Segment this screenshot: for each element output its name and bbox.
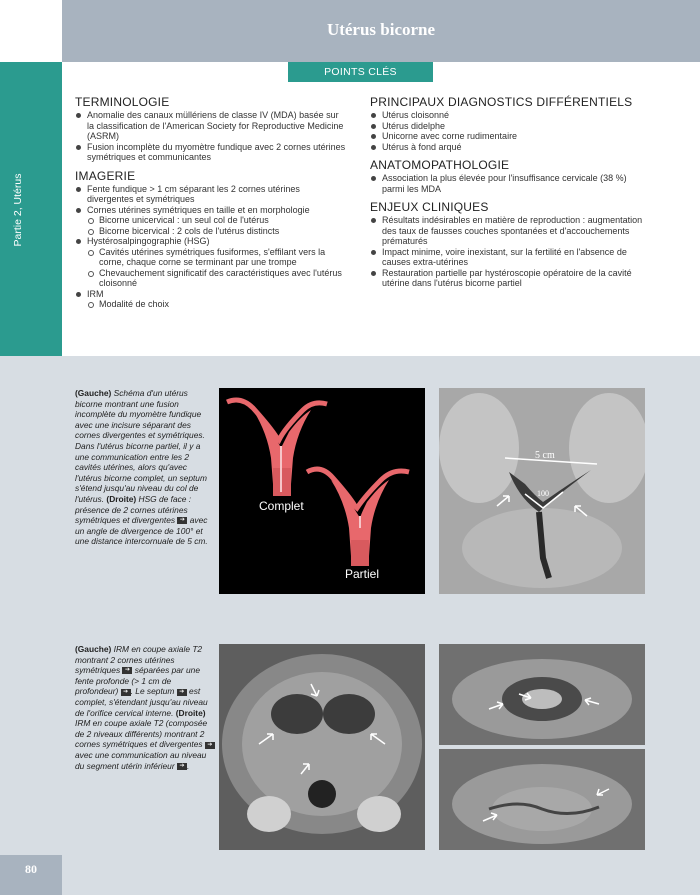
caption-lead: (Droite) bbox=[175, 707, 206, 718]
key-points-bar: POINTS CLÉS bbox=[288, 62, 433, 82]
caption-text: séparées par une fente profonde (> 1 cm de profondeur) bbox=[75, 665, 200, 697]
list-item: Résultats indésirables en matière de reproduction : augmentation des taux de fausses couches spontanées et d'accouchements prématurés bbox=[370, 215, 645, 247]
caption-lead: (Gauche) bbox=[75, 388, 112, 398]
caption-text: IRM en coupe axiale T2 (composée de 2 niveaux différents) montrant 2 cornes symétriques et divergentes bbox=[75, 718, 208, 750]
list-item: Fente fundique > 1 cm séparant les 2 cornes utérines divergentes et symétriques bbox=[75, 184, 347, 205]
list-item: Hystérosalpingographie (HSG) bbox=[75, 236, 347, 247]
caption-text: IRM en coupe axiale T2 montrant 2 cornes utérines symétriques bbox=[75, 644, 203, 676]
uterus-complet-shape bbox=[227, 400, 327, 496]
list-subitem: Chevauchement significatif des caractéristiques avec l'utérus cloisonné bbox=[75, 268, 347, 289]
enjeux-title: ENJEUX CLINIQUES bbox=[370, 200, 489, 214]
mri-right-bottom-drawing bbox=[439, 749, 645, 850]
arrow-icon: ➔ bbox=[177, 763, 187, 770]
list-item: Anomalie des canaux müllériens de classe IV (MDA) basée sur la classification de l'American Society for Reproductive Medicine (ASRM) bbox=[75, 110, 347, 142]
uterus-schematic bbox=[219, 388, 425, 594]
list-item: IRM bbox=[75, 289, 347, 300]
terminologie-title: TERMINOLOGIE bbox=[75, 95, 170, 109]
caption-text: Schéma d'un utérus bicorne montrant une fusion incomplète du myomètre fundique avec une incisure séparant des cornes divergentes et symétriques. Dans l'utérus bicorne partiel, il y a une communication entre les 2 cavités utérines, alors qu'avec l'utérus bicorne complet, un septum s'étend jusqu'au niveau du col de l'utérus. bbox=[75, 388, 207, 504]
label-complet: Complet bbox=[259, 499, 304, 513]
arrow-icon: ➔ bbox=[205, 742, 215, 749]
caption-text: avec un angle de divergence de 100° et une distance intercornuale de 5 cm. bbox=[75, 515, 208, 547]
list-item: Utérus à fond arqué bbox=[370, 142, 645, 153]
list-subitem: Cavités utérines symétriques fusiformes, s'effilant vers la corne, chaque corne se terminant par une trompe bbox=[75, 247, 347, 268]
list-item: Association la plus élevée pour l'insuffisance cervicale (38 %) parmi les MDA bbox=[370, 173, 645, 194]
mri-left-drawing bbox=[219, 644, 425, 850]
caption-lead: (Gauche) bbox=[75, 644, 112, 654]
list-subitem: Modalité de choix bbox=[75, 299, 347, 310]
list-item: Restauration partielle par hystéroscopie opératoire de la cavité utérine dans l'utérus bicorne partiel bbox=[370, 268, 645, 289]
caption-text: est complet, s'étendant jusqu'au niveau de l'orifice cervical interne. bbox=[75, 686, 208, 718]
page-header bbox=[62, 0, 700, 62]
mri-axial-right-bottom bbox=[439, 749, 645, 850]
mri-axial-left bbox=[219, 644, 425, 850]
list-item: Utérus didelphe bbox=[370, 121, 645, 132]
label-partiel: Partiel bbox=[345, 567, 380, 581]
list-item: Cornes utérines symétriques en taille et en morphologie bbox=[75, 205, 347, 216]
list-item: Utérus cloisonné bbox=[370, 110, 645, 121]
anatomopathologie-title: ANATOMOPATHOLOGIE bbox=[370, 158, 510, 172]
mri-axial-right-top bbox=[439, 644, 645, 745]
caption-lead: (Droite) bbox=[106, 493, 137, 504]
right-column bbox=[370, 95, 645, 295]
diagnostics-list bbox=[370, 110, 645, 152]
hsg-drawing bbox=[439, 388, 645, 594]
figure2-caption bbox=[75, 644, 215, 771]
label-angle: 100 bbox=[537, 489, 549, 498]
terminologie-list bbox=[75, 110, 347, 163]
caption-text: avec une communication au niveau du segment utérin inférieur bbox=[75, 749, 207, 771]
corner-block bbox=[0, 0, 62, 62]
imagerie-list bbox=[75, 184, 347, 310]
list-subitem: Bicorne unicervical : un seul col de l'utérus bbox=[75, 215, 347, 226]
arrow-icon: ➔ bbox=[122, 667, 132, 674]
arrow-icon: ➔ bbox=[177, 517, 187, 524]
enjeux-list bbox=[370, 215, 645, 289]
caption-text: . bbox=[186, 760, 190, 771]
list-item: Fusion incomplète du myomètre fundique avec 2 cornes utérines symétriques et communicantes bbox=[75, 142, 347, 163]
side-tab bbox=[0, 62, 62, 356]
uterus-partiel-shape bbox=[307, 469, 409, 566]
arrow-icon: ➔ bbox=[121, 689, 131, 696]
label-distance: 5 cm bbox=[535, 450, 555, 461]
side-tab-label: Partie 2, Utérus bbox=[12, 173, 24, 247]
hsg-image bbox=[439, 388, 645, 594]
page-title: Utérus bicorne bbox=[326, 20, 436, 39]
left-column bbox=[75, 95, 347, 316]
caption-text: HSG de face : présence de 2 cornes utérines symétriques et divergentes bbox=[75, 493, 192, 526]
uterus-schematic-drawing bbox=[219, 388, 425, 594]
anatomopathologie-list bbox=[370, 173, 645, 194]
list-item: Unicorne avec corne rudimentaire bbox=[370, 131, 645, 142]
list-item: Impact minime, voire inexistant, sur la fertilité en l'absence de causes extra-utérines bbox=[370, 247, 645, 268]
imagerie-title: IMAGERIE bbox=[75, 168, 136, 183]
arrow-icon: ➔ bbox=[177, 689, 187, 696]
caption-text: . Le septum bbox=[130, 686, 175, 697]
mri-right-top-drawing bbox=[439, 644, 645, 745]
list-subitem: Bicorne bicervical : 2 cols de l'utérus distincts bbox=[75, 226, 347, 237]
diagnostics-title: PRINCIPAUX DIAGNOSTICS DIFFÉRENTIELS bbox=[370, 95, 633, 109]
page-number: 80 bbox=[0, 855, 62, 895]
figure1-caption bbox=[75, 388, 215, 547]
